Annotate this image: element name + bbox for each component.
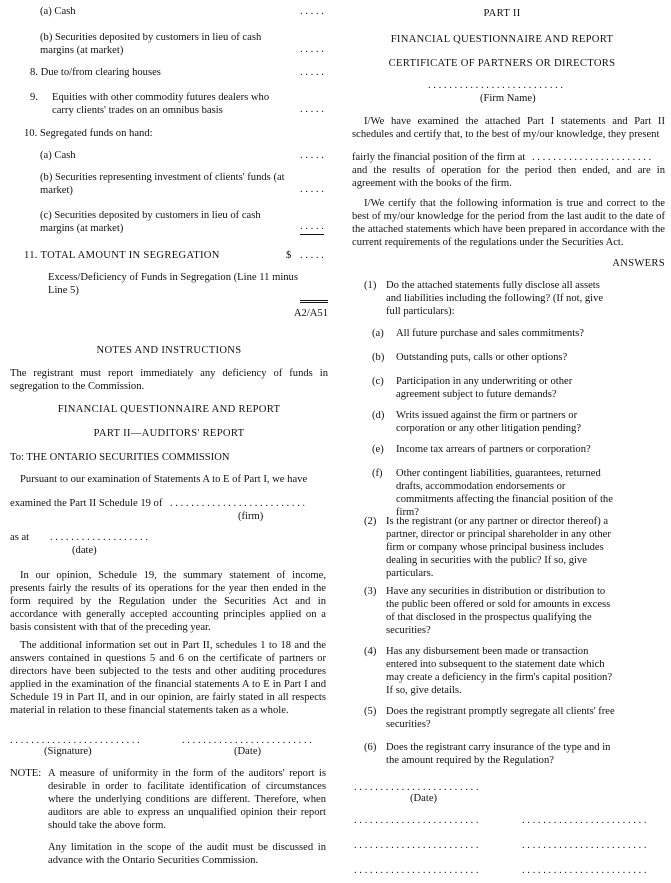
sig-date-dots: . . . . . . . . . . . . . . . . . . . . . . . . .	[182, 735, 312, 746]
sig-date-caption: (Date)	[234, 746, 262, 757]
firm-name-caption: (Firm Name)	[480, 93, 536, 104]
signature-line-6: . . . . . . . . . . . . . . . . . . . . . . . .	[522, 865, 647, 876]
firm-name-dots: . . . . . . . . . . . . . . . . . . . . . . . . . .	[428, 80, 564, 91]
answers-heading: ANSWERS	[612, 258, 665, 269]
part-ii-title: PART II	[483, 8, 521, 19]
item-9: Equities with other commodity futures dealers who carry clients' trades on an omnibus basis	[52, 92, 270, 116]
item-b-dots: . . . . .	[300, 44, 324, 55]
q1b-letter: (b)	[372, 352, 385, 363]
item-10c-dots: . . . . .	[300, 221, 324, 235]
item-11-dollar: $	[286, 250, 292, 261]
item-8-dots: . . . . .	[300, 67, 324, 78]
fq-title: FINANCIAL QUESTIONNAIRE AND REPORT	[57, 404, 281, 415]
auditors-report-title: PART II—AUDITORS' REPORT	[93, 428, 245, 439]
q2-number: (2)	[364, 516, 377, 527]
item-10b: (b) Securities representing investment of clients' funds (at market)	[40, 172, 285, 196]
certificate-para-3: I/We certify that the following information is true and correct to the best of my/our knowledge for the period from the last audit to the date of the attached statements which have been prepared in accordance with the current requirements of the regulations under the Securities Act.	[352, 198, 665, 248]
certificate-title: CERTIFICATE OF PARTNERS OR DIRECTORS	[388, 58, 616, 69]
form-code: A2/A51	[293, 308, 328, 319]
addressee: To: THE ONTARIO SECURITIES COMMISSION	[10, 452, 230, 463]
fairly-line: fairly the financial position of the firm at	[352, 152, 526, 163]
question-1f: Other contingent liabilities, guarantees, returned drafts, accommodation endorsements or commitments affecting the financial position of the firm?	[396, 468, 613, 518]
signature-line-1: . . . . . . . . . . . . . . . . . . . . . . . .	[354, 815, 479, 826]
q1d-letter: (d)	[372, 410, 385, 421]
item-a-cash: (a) Cash	[40, 6, 76, 17]
firm-caption: (firm)	[238, 511, 264, 522]
firm-dots: . . . . . . . . . . . . . . . . . . . . . . . . . .	[170, 498, 306, 509]
fairly-dots: . . . . . . . . . . . . . . . . . . . . . . .	[532, 152, 652, 163]
pursuant-line: Pursuant to our examination of Statements A to E of Part I, we have	[20, 474, 308, 485]
signature-line-3: . . . . . . . . . . . . . . . . . . . . . . . .	[354, 840, 479, 851]
signature-line-2: . . . . . . . . . . . . . . . . . . . . . . . .	[522, 815, 647, 826]
notes-text: The registrant must report immediately any deficiency of funds in segregation to the Commission.	[10, 368, 328, 392]
item-8: 8. Due to/from clearing houses	[30, 67, 161, 78]
q1-number: (1)	[364, 280, 377, 291]
item-10: 10. Segregated funds on hand:	[24, 128, 153, 139]
date-dots: . . . . . . . . . . . . . . . . . . . . . . . .	[354, 782, 479, 793]
opinion-paragraph: In our opinion, Schedule 19, the summary statement of income, presents fairly the results of its operations for the year then ended in the form required by the Regulation under the Securities Act and in accordance with generally accepted accounting principles applied on a basis consistent with that of the preceding year.	[10, 570, 326, 633]
note-text: A measure of uniformity in the form of the auditors' report is desirable in order to facilitate identification of circumstances where the underlying conditions are different. Therefore, when auditors are able to express an unqualified opinion their report should take the above form.	[48, 768, 326, 831]
item-10a-dots: . . . . .	[300, 150, 324, 161]
question-1a: All future purchase and sales commitments?	[396, 328, 584, 339]
item-a-cash-dots: . . . . .	[300, 6, 324, 17]
q1f-letter: (f)	[372, 468, 383, 479]
signature-dots: . . . . . . . . . . . . . . . . . . . . . . . . .	[10, 735, 140, 746]
item-b-securities: (b) Securities deposited by customers in lieu of cash margins (at market)	[40, 32, 262, 56]
question-1c: Participation in any underwriting or other agreement subject to future demands?	[396, 376, 573, 400]
item-11: 11. TOTAL AMOUNT IN SEGREGATION	[24, 250, 220, 261]
certificate-para-1: I/We have examined the attached Part I statements and Part II schedules and certify that, to the best of my/our knowledge, they present	[352, 116, 665, 140]
question-3: Have any securities in distribution or distribution to the public been offered or sold for amounts in excess of that disclosed in the prospectus qualifying the securities?	[386, 586, 611, 636]
q1a-letter: (a)	[372, 328, 384, 339]
signature-caption: (Signature)	[44, 746, 92, 757]
q1e-letter: (e)	[372, 444, 384, 455]
question-4: Has any disbursement been made or transaction entered into subsequent to the statement date which may create a deficiency in the firm's capital position? If so, give details.	[386, 646, 613, 696]
limitation-text: Any limitation in the scope of the audit must be discussed in advance with the Ontario Securities Commission.	[48, 842, 326, 866]
signature-line-5: . . . . . . . . . . . . . . . . . . . . . . . .	[354, 865, 479, 876]
examined-line: examined the Part II Schedule 19 of	[10, 498, 163, 509]
item-11-dots: . . . . .	[300, 250, 324, 261]
fq-title-right: FINANCIAL QUESTIONNAIRE AND REPORT	[390, 34, 614, 45]
question-1e: Income tax arrears of partners or corporation?	[396, 444, 591, 455]
note-label: NOTE:	[10, 768, 42, 779]
notes-title: NOTES AND INSTRUCTIONS	[96, 345, 242, 356]
certificate-para-2: and the results of operation for the period then ended, and are in agreement with the books of the firm.	[352, 165, 665, 189]
as-at-label: as at	[10, 532, 30, 543]
as-at-date-caption: (date)	[72, 545, 97, 556]
item-9-dots: . . . . .	[300, 104, 324, 115]
question-1b: Outstanding puts, calls or other options?	[396, 352, 568, 363]
signature-line-4: . . . . . . . . . . . . . . . . . . . . . . . .	[522, 840, 647, 851]
question-1d: Writs issued against the firm or partners or corporation or any other litigation pending?	[396, 410, 582, 434]
double-rule	[300, 300, 328, 303]
q1c-letter: (c)	[372, 376, 384, 387]
item-10a: (a) Cash	[40, 150, 76, 161]
question-2: Is the registrant (or any partner or director thereof) a partner, director or principal shareholder in any other firm or company whose principal business includes dealing in securities with the public? If so, give particulars.	[386, 516, 611, 579]
question-1: Do the attached statements fully disclose all assets and liabilities including the following? (If not, give full particulars):	[386, 280, 604, 317]
q5-number: (5)	[364, 706, 377, 717]
item-9-number: 9.	[30, 92, 38, 103]
question-5: Does the registrant promptly segregate all clients' free securities?	[386, 706, 615, 730]
q3-number: (3)	[364, 586, 377, 597]
q4-number: (4)	[364, 646, 377, 657]
q6-number: (6)	[364, 742, 377, 753]
as-at-dots: . . . . . . . . . . . . . . . . . . .	[50, 532, 148, 543]
excess-deficiency: Excess/Deficiency of Funds in Segregation (Line 11 minus Line 5)	[48, 272, 298, 296]
question-6: Does the registrant carry insurance of the type and in the amount required by the Regulation?	[386, 742, 611, 766]
additional-paragraph: The additional information set out in Part II, schedules 1 to 18 and the answers contained in questions 5 and 6 on the certificate of partners or directors have been subjected to the tests and other auditing procedures applied in the examination of the financial statements A to E in Part I and Schedule 19 in Part II, and in our opinion, are fairly stated in all respects material in relation to these financial statements taken as a whole.	[10, 640, 326, 716]
item-10b-dots: . . . . .	[300, 184, 324, 195]
item-10c: (c) Securities deposited by customers in lieu of cash margins (at market)	[40, 210, 261, 234]
date-caption: (Date)	[410, 793, 438, 804]
